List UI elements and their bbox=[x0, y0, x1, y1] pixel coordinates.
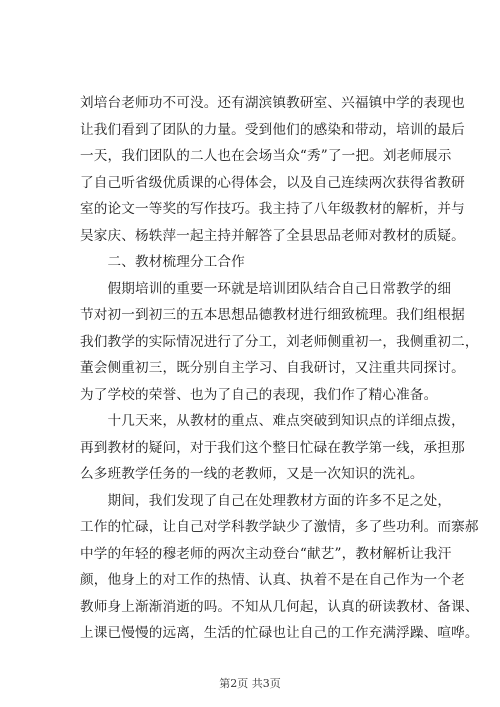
page-footer: 第2页 共3页 bbox=[219, 677, 281, 690]
text-line: 一天，我们团队的二人也在会场当众“秀”了一把。刘老师展示 bbox=[80, 148, 452, 164]
text-line: 室的论文一等奖的写作技巧。我主持了八年级教材的解析，并与 bbox=[80, 201, 465, 217]
text-line: 我们教学的实际情况进行了分工，刘老师侧重初一，我侧重初二， bbox=[80, 333, 479, 350]
text-line: 期间，我们发现了自己在处理教材方面的许多不足之处， bbox=[80, 492, 452, 509]
text-line: 教师身上渐渐消逝的吗。不知从几何起，认真的研读教材、备课、 bbox=[80, 598, 479, 615]
text-line: 工作的忙碌，让自己对学科教学缺少了激情，多了些功利。而寨郝 bbox=[80, 519, 479, 535]
text-line: 了自己听省级优质课的心得体会，以及自己连续两次获得省教研 bbox=[80, 174, 465, 191]
section-heading: 二、教材梳理分工合作 bbox=[80, 254, 245, 270]
body-text bbox=[80, 90, 479, 647]
text-line: 颜，他身上的对工作的热情、认真、执着不是在自己作为一个老 bbox=[80, 572, 465, 588]
text-line: 么多班教学任务的一线的老教师，又是一次知识的洗礼。 bbox=[80, 466, 424, 482]
text-line: 节对初一到初三的五本思想品德教材进行细致梳理。我们组根据 bbox=[80, 307, 465, 323]
text-line: 刘培台老师功不可没。还有湖滨镇教研室、兴福镇中学的表现也 bbox=[80, 95, 465, 111]
text-line: 上课已慢慢的远离，生活的忙碌也让自己的工作充满浮躁、喧哗。 bbox=[80, 625, 479, 641]
text-line: 让我们看到了团队的力量。受到他们的感染和带动，培训的最后 bbox=[80, 121, 465, 138]
text-line: 中学的年轻的穆老师的两次主动登台“献艺”，教材解析让我汗 bbox=[80, 545, 452, 562]
text-line: 十几天来，从教材的重点、难点突破到知识点的详细点拨， bbox=[80, 413, 465, 429]
text-line: 吴家庆、杨轶萍一起主持并解答了全县思品老师对教材的质疑。 bbox=[80, 227, 465, 244]
text-line: 董会侧重初三，既分别自主学习、自我研讨，又注重共同探讨。 bbox=[80, 360, 465, 376]
text-line: 为了学校的荣誉、也为了自己的表现，我们作了精心准备。 bbox=[80, 386, 438, 403]
text-line: 假期培训的重要一环就是培训团队结合自己日常教学的细 bbox=[80, 280, 452, 297]
text-line: 再到教材的疑问，对于我们这个整日忙碌在教学第一线，承担那 bbox=[80, 439, 465, 456]
